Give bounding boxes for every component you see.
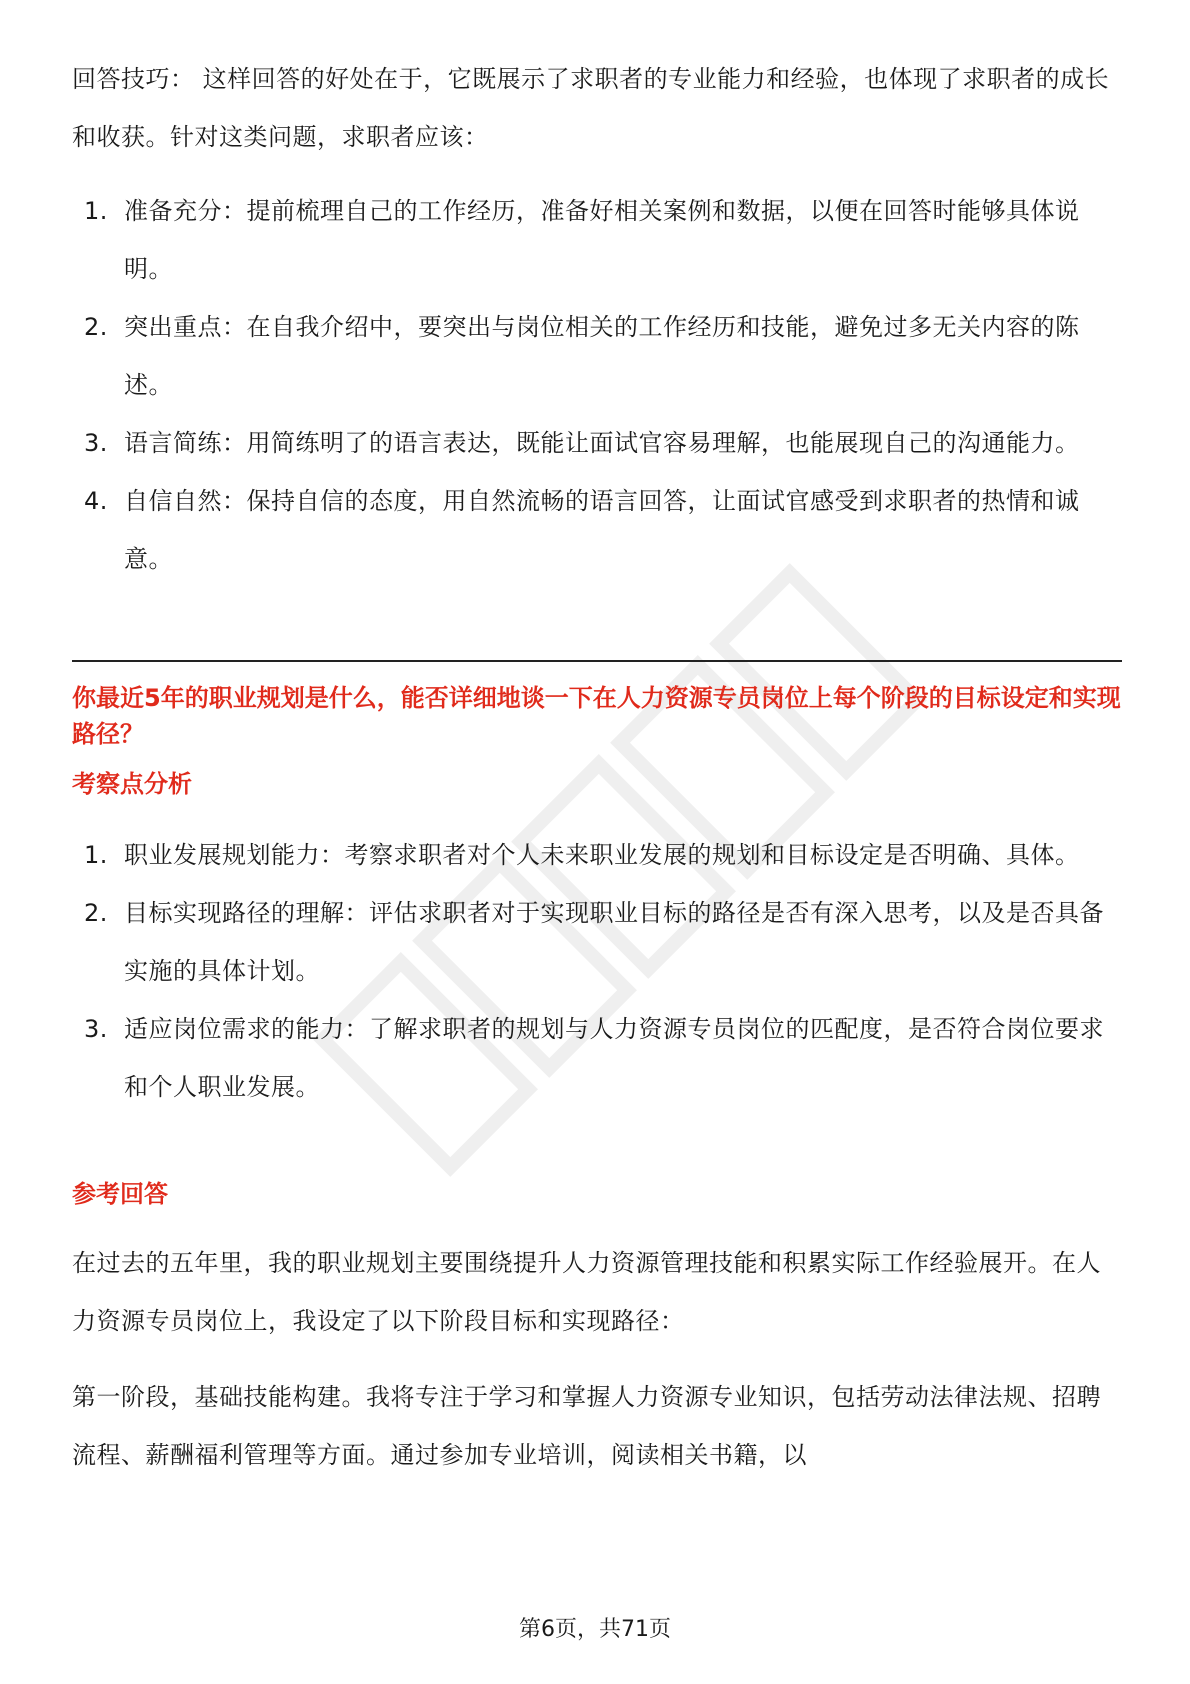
list-item — [72, 472, 1122, 588]
list-number: 4. — [84, 487, 108, 515]
list-number: 1. — [84, 841, 108, 869]
list-item — [72, 1000, 1122, 1116]
intro-paragraph: 回答技巧： 这样回答的好处在于，它既展示了求职者的专业能力和经验，也体现了求职者的成长和收获。针对这类问题，求职者应该： — [72, 65, 1110, 151]
list-item — [72, 298, 1122, 414]
list-number: 3. — [84, 1015, 108, 1043]
page-number: 第6页，共71页 — [519, 1617, 671, 1642]
list-number: 1. — [84, 197, 108, 225]
section-divider — [72, 660, 1122, 662]
list-item — [72, 826, 1122, 884]
list-text: 准备充分：提前梳理自己的工作经历，准备好相关案例和数据，以便在回答时能够具体说明。 — [124, 197, 1080, 283]
list-number: 2. — [84, 313, 108, 341]
analysis-title: 考察点分析 — [72, 770, 192, 798]
analysis-list — [72, 826, 1122, 1116]
list-text: 职业发展规划能力：考察求职者对个人未来职业发展的规划和目标设定是否明确、具体。 — [124, 841, 1080, 869]
list-text: 自信自然：保持自信的态度，用自然流畅的语言回答，让面试官感受到求职者的热情和诚意。 — [124, 487, 1080, 573]
list-item — [72, 414, 1122, 472]
question-heading: 你最近5年的职业规划是什么，能否详细地谈一下在人力资源专员岗位上每个阶段的目标设定和实现路径？ — [72, 684, 1121, 748]
list-item — [72, 182, 1122, 298]
list-text: 适应岗位需求的能力：了解求职者的规划与人力资源专员岗位的匹配度，是否符合岗位要求和个人职业发展。 — [124, 1015, 1104, 1101]
list-item — [72, 884, 1122, 1000]
list-number: 2. — [84, 899, 108, 927]
tips-list — [72, 182, 1122, 588]
list-number: 3. — [84, 429, 108, 457]
reference-paragraph: 在过去的五年里，我的职业规划主要围绕提升人力资源管理技能和积累实际工作经验展开。在人力资源专员岗位上，我设定了以下阶段目标和实现路径： — [72, 1249, 1101, 1335]
list-text: 目标实现路径的理解：评估求职者对于实现职业目标的路径是否有深入思考，以及是否具备实施的具体计划。 — [124, 899, 1104, 985]
reference-title: 参考回答 — [72, 1180, 168, 1208]
reference-paragraph: 第一阶段，基础技能构建。我将专注于学习和掌握人力资源专业知识，包括劳动法律法规、招聘流程、薪酬福利管理等方面。通过参加专业培训，阅读相关书籍，以 — [72, 1383, 1101, 1469]
list-text: 语言简练：用简练明了的语言表达，既能让面试官容易理解，也能展现自己的沟通能力。 — [124, 429, 1080, 457]
list-text: 突出重点：在自我介绍中，要突出与岗位相关的工作经历和技能，避免过多无关内容的陈述。 — [124, 313, 1080, 399]
page — [72, 0, 1122, 1684]
